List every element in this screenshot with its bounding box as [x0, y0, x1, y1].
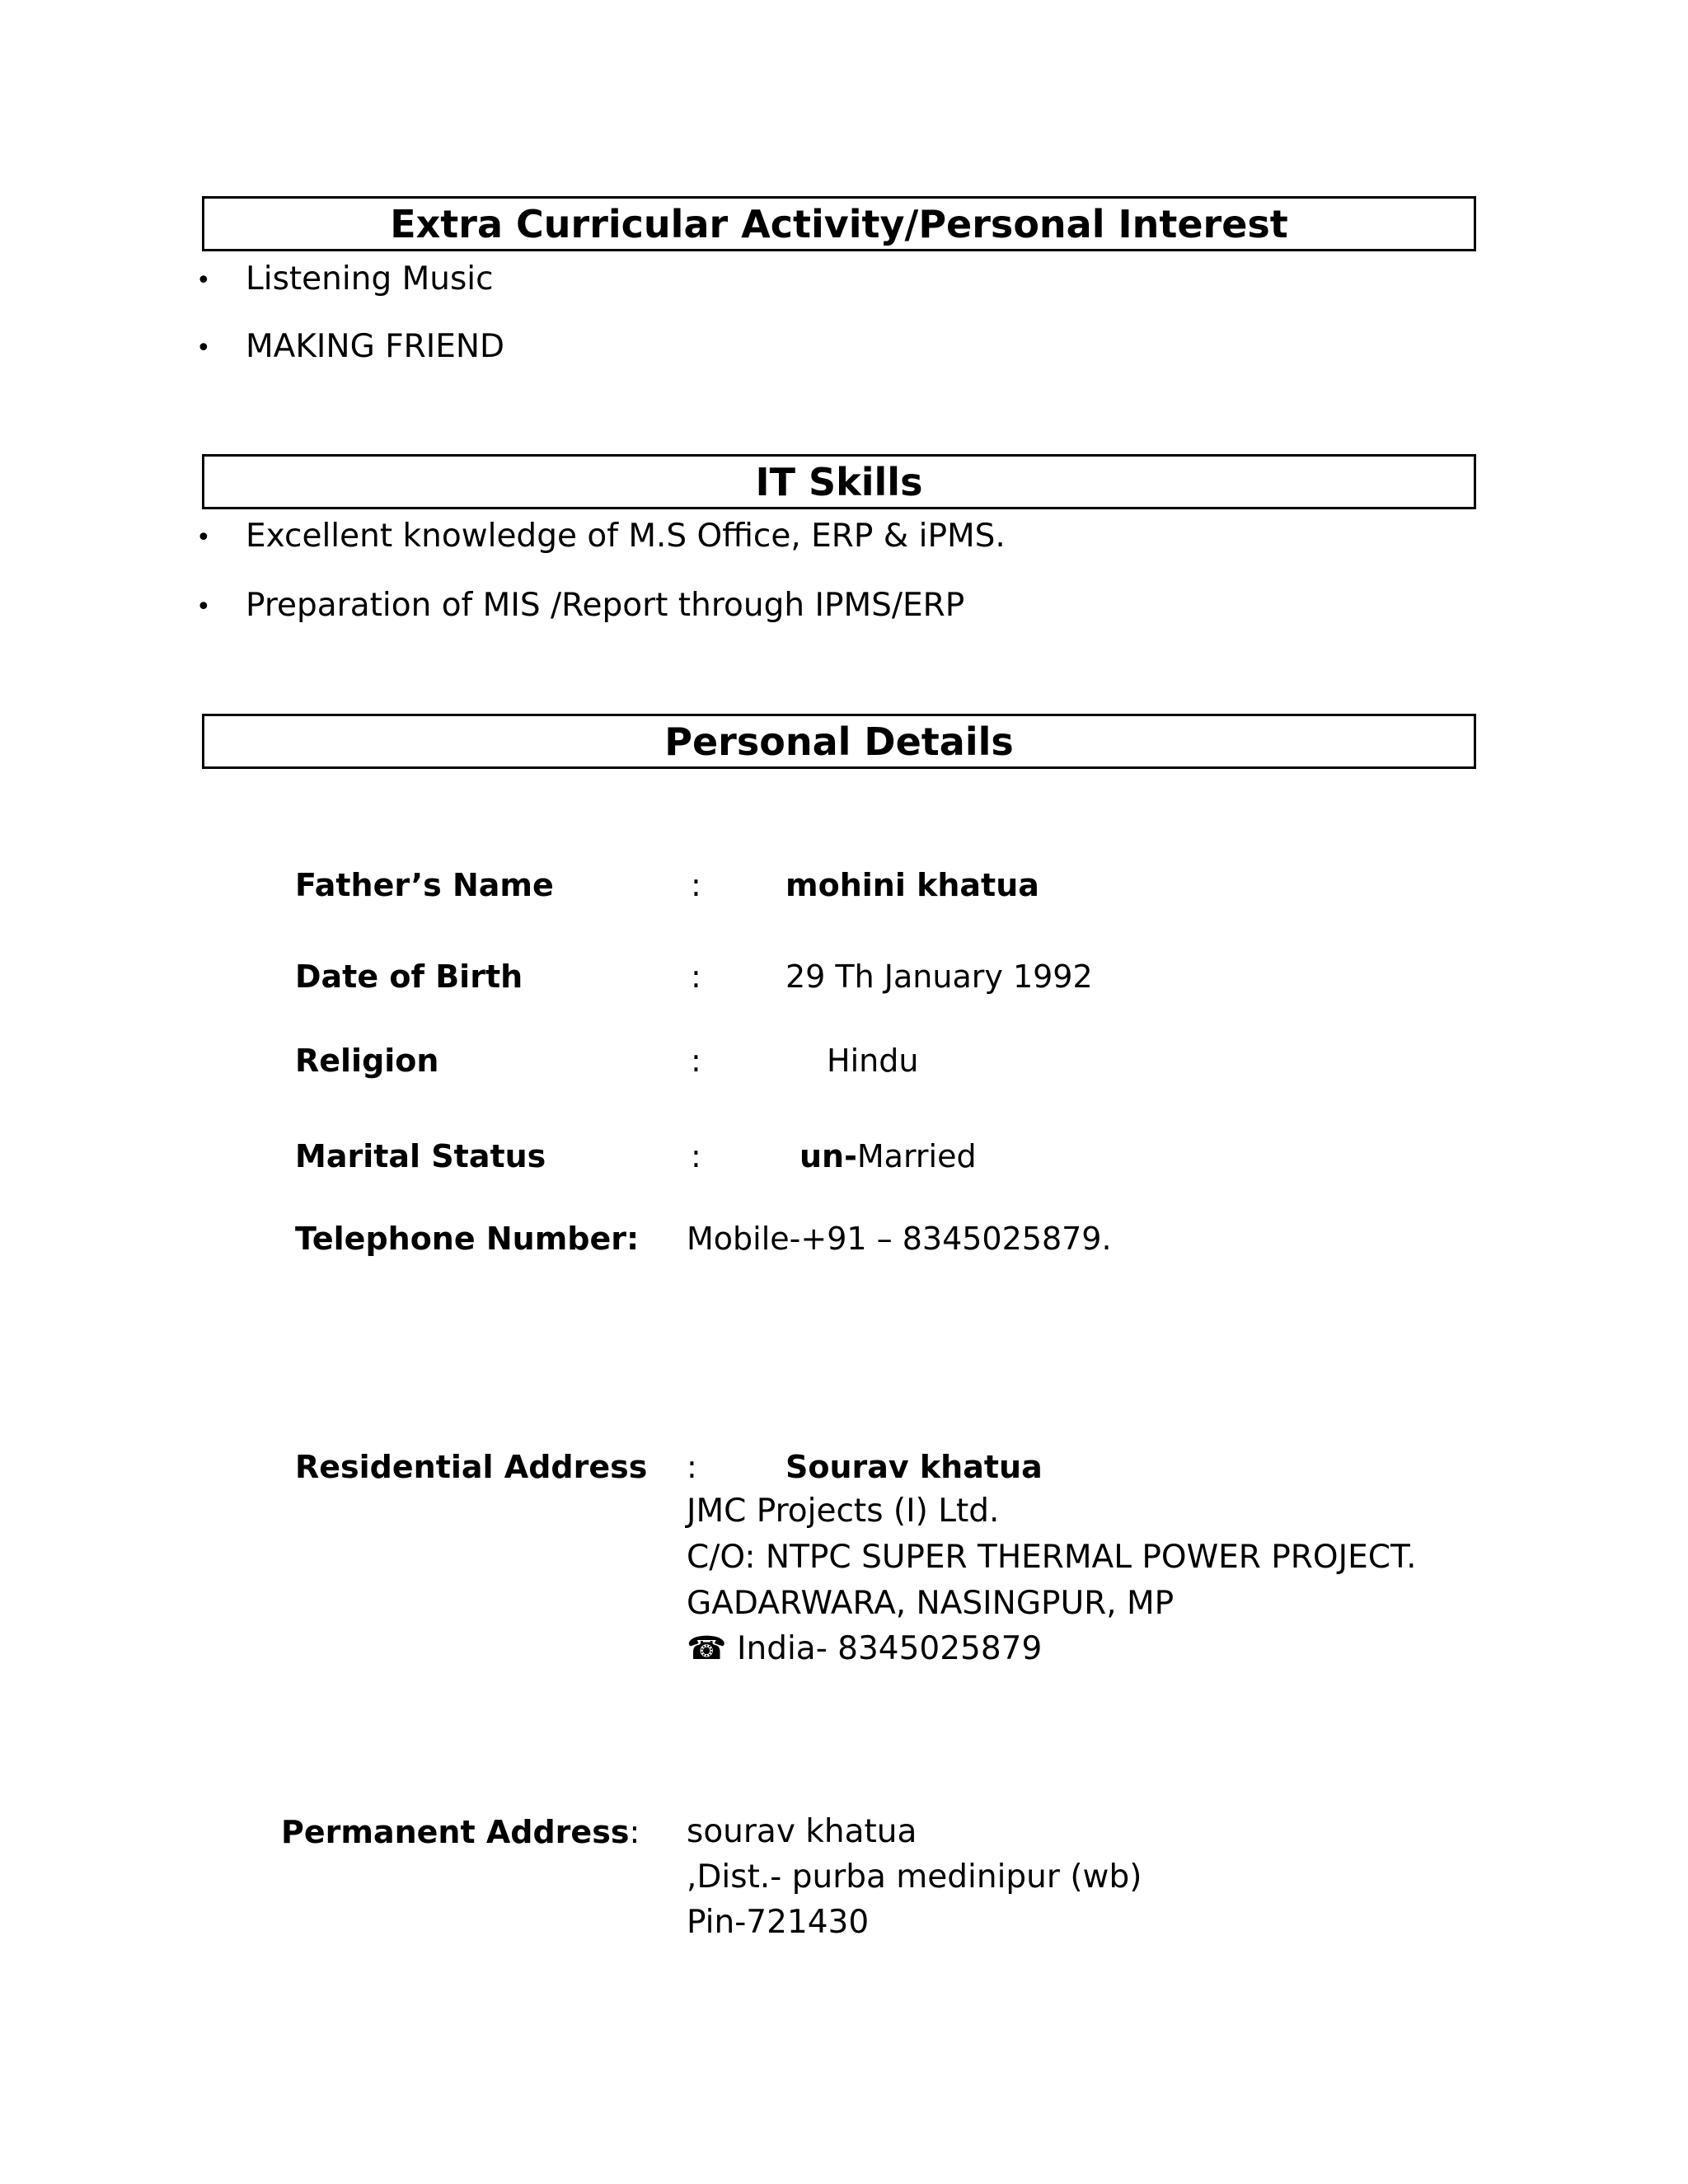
permanent-address-line3: Pin-721430: [687, 1904, 870, 1941]
telephone-value: Mobile-+91 – 8345025879.: [687, 1221, 1112, 1257]
marital-status-value: [799, 1136, 977, 1177]
residential-phone: [687, 1626, 1042, 1672]
residential-phone-text: India- 8345025879: [737, 1630, 1043, 1667]
section-header-extra-curricular: Extra Curricular Activity/Personal Interest: [202, 196, 1476, 251]
father-name-value: mohini khatua: [785, 867, 1039, 903]
residential-address-name: Sourav khatua: [785, 1449, 1043, 1485]
religion-value: Hindu: [827, 1043, 919, 1079]
permanent-address-line1: sourav khatua: [687, 1813, 917, 1850]
list-item: [196, 259, 494, 302]
telephone-label: Telephone Number:: [295, 1221, 640, 1257]
marital-status-rest: Married: [856, 1138, 977, 1174]
religion-colon: :: [691, 1043, 701, 1079]
residential-address-line3: GADARWARA, NASINGPUR, MP: [687, 1585, 1175, 1622]
section-header-it-skills: IT Skills: [202, 454, 1476, 509]
bullet-icon: •: [196, 333, 211, 363]
marital-status-label: Marital Status: [295, 1138, 546, 1174]
list-item: [196, 326, 504, 369]
residential-address-label: Residential Address: [295, 1449, 648, 1485]
section-header-personal-details: Personal Details: [202, 714, 1476, 769]
religion-label: Religion: [295, 1043, 439, 1079]
residential-address-colon: :: [687, 1449, 697, 1485]
permanent-address-label-text: Permanent Address: [281, 1814, 630, 1850]
residential-address-line2: C/O: NTPC SUPER THERMAL POWER PROJECT.: [687, 1539, 1417, 1576]
list-item-text: Excellent knowledge of M.S Office, ERP & iPMS.: [246, 518, 1006, 555]
dob-label: Date of Birth: [295, 958, 523, 995]
dob-value: 29 Th January 1992: [785, 958, 1093, 995]
dob-colon: :: [691, 958, 701, 995]
marital-status-prefix: un-: [799, 1138, 857, 1174]
bullet-icon: •: [196, 592, 211, 621]
marital-status-colon: :: [691, 1138, 701, 1174]
list-item-text: Preparation of MIS /Report through IPMS/ERP: [246, 587, 965, 624]
bullet-icon: •: [196, 265, 211, 295]
list-item-text: Listening Music: [246, 260, 494, 298]
permanent-address-line2: ,Dist.- purba medinipur (wb): [687, 1858, 1142, 1896]
list-item: [196, 585, 964, 628]
father-name-label: Father’s Name: [295, 867, 554, 903]
list-item-text: MAKING FRIEND: [246, 328, 505, 365]
permanent-address-label: [281, 1811, 640, 1853]
residential-address-line1: JMC Projects (I) Ltd.: [687, 1493, 1000, 1530]
list-item: [196, 516, 1006, 559]
bullet-icon: •: [196, 523, 211, 552]
phone-icon: ☎: [687, 1630, 727, 1667]
father-name-colon: :: [691, 867, 701, 903]
permanent-address-label-colon: :: [629, 1814, 640, 1850]
